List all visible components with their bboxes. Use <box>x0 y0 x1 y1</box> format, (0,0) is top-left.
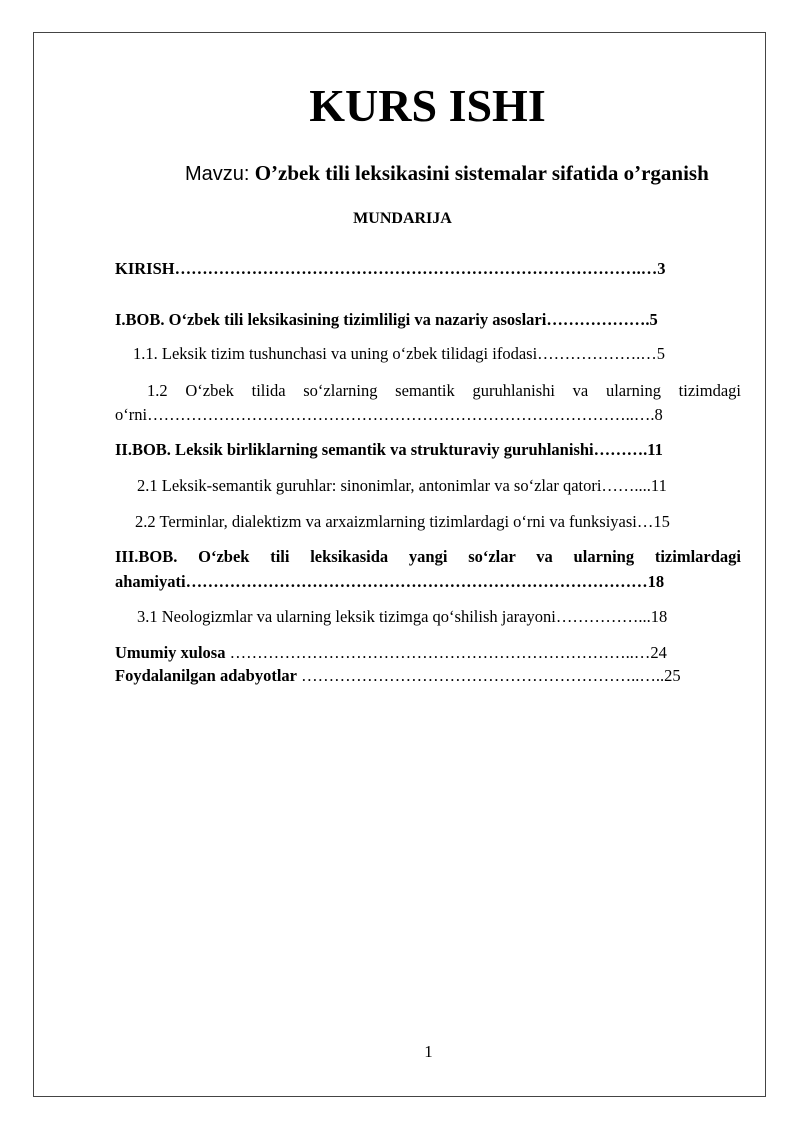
page-number: 1 <box>424 1042 433 1061</box>
toc-entry-bob-1: I.BOB. O‘zbek tili leksikasining tizimliligi va nazariy asoslari……………….5 <box>115 310 658 329</box>
topic-label: Mavzu: <box>185 163 250 185</box>
document-title: KURS ISHI <box>309 80 546 131</box>
toc-entry-bob-2: II.BOB. Leksik birliklarning semantik va strukturaviy guruhlanishi……….11 <box>115 440 663 459</box>
toc-entry-adabiyot <box>115 665 741 687</box>
toc-entry-adabiyot-dots: ……………………………………………………..…..25 <box>297 666 681 685</box>
topic-text: O’zbek tili leksikasini sistemalar sifatida o’rganish <box>254 161 709 185</box>
toc-entry-1-1: 1.1. Leksik tizim tushunchasi va uning o‘zbek tilidagi ifodasi……………….…5 <box>133 344 666 363</box>
toc-entry-adabiyot-label: Foydalanilgan adabyotlar <box>115 666 297 685</box>
toc-entry-xulosa-dots: ………………………………………………………………..…24 <box>225 643 667 662</box>
toc-entry-xulosa-label: Umumiy xulosa <box>115 643 226 662</box>
toc-entry-bob-3-line-1: III.BOB. O‘zbek tili leksikasida yangi so‘zlar va ularning tizimlardagi <box>115 547 741 566</box>
toc-entry-kirish: KIRISH………………………………………………………………………….…3 <box>115 259 666 278</box>
toc-heading: MUNDARIJA <box>353 210 452 227</box>
toc-entry-bob-3-line-2: ahamiyati…………………………………………………………………………18 <box>115 572 665 591</box>
toc-entry-1-2-line-2: o‘rni……………………………………………………………………………..….8 <box>115 405 663 424</box>
toc-entry-1-2-line-1: 1.2 O‘zbek tilida so‘zlarning semantik guruhlanishi va ularning tizimdagi <box>147 381 741 400</box>
toc-entry-2-2: 2.2 Terminlar, dialektizm va arxaizmlarning tizimlardagi o‘rni va funksiyasi…15 <box>135 512 670 531</box>
toc-entry-3-1: 3.1 Neologizmlar va ularning leksik tizimga qo‘shilish jarayoni……………...18 <box>137 607 668 626</box>
toc-entry-2-1: 2.1 Leksik-semantik guruhlar: sinonimlar, antonimlar va so‘zlar qatori……....11 <box>137 476 667 495</box>
toc-entry-xulosa <box>115 642 741 664</box>
topic-line <box>185 160 709 187</box>
